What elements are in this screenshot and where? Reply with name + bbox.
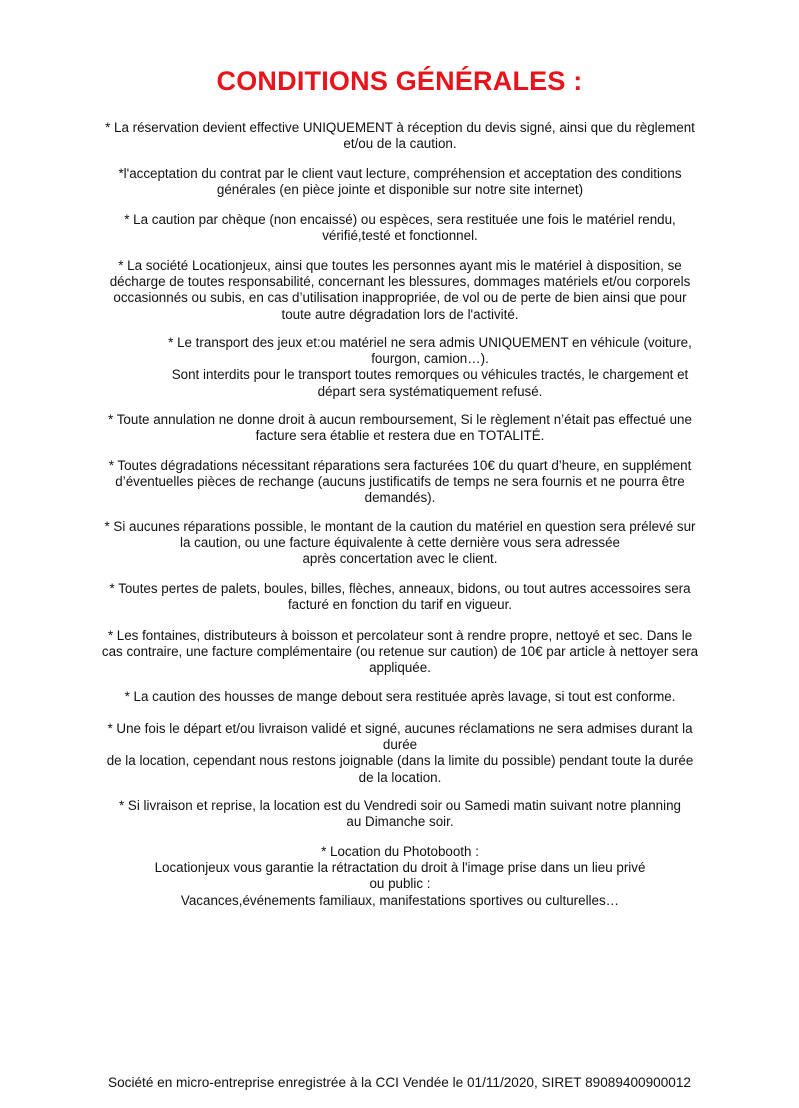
- text-line: * Toute annulation ne donne droit à aucun remboursement, Si le règlement n’était pas effectué une: [108, 412, 692, 427]
- text-line: durée: [382, 737, 418, 753]
- footer-company-info: Société en micro-entreprise enregistrée à la CCI Vendée le 01/11/2020, SIRET 89089400900012: [108, 1075, 691, 1090]
- paragraph-pertes: [100, 581, 700, 613]
- paragraph-livraison: [100, 798, 700, 830]
- text-line: * La société Locationjeux, ainsi que toutes les personnes ayant mis le matériel à disposition, se: [118, 258, 682, 273]
- paragraph-acceptation: [100, 166, 700, 198]
- text-line: départ sera systématiquement refusé.: [317, 383, 543, 399]
- text-line: facture sera établie et restera due en TOTALITÉ.: [255, 428, 545, 444]
- text-line: après concertation avec le client.: [302, 551, 498, 567]
- paragraph-transport: [150, 335, 710, 400]
- paragraph-fontaines: [100, 628, 700, 677]
- text-line: demandés).: [364, 490, 436, 506]
- text-line: occasionnés ou subis, en cas d’utilisation inappropriée, de vol ou de perte de bien ainsi que pour: [113, 290, 687, 306]
- text-line: * Une fois le départ et/ou livraison validé et signé, aucunes réclamations ne sera admises durant la: [107, 721, 693, 736]
- text-line: * Toutes pertes de palets, boules, billes, flèches, anneaux, bidons, ou tout autres accessoires sera: [109, 581, 691, 596]
- text-line: * La caution par chèque (non encaissé) ou espèces, sera restituée une fois le matériel rendu,: [124, 212, 676, 227]
- text-line: appliquée.: [369, 660, 431, 676]
- text-line: *l'acceptation du contrat par le client vaut lecture, compréhension et acceptation des conditions: [118, 166, 682, 181]
- paragraph-reservation: [100, 120, 700, 152]
- paragraph-responsabilite: [100, 258, 700, 323]
- paragraph-annulation: [100, 412, 700, 444]
- text-line: de la location, cependant nous restons joignable (dans la limite du possible) pendant toute la durée: [106, 753, 694, 769]
- text-line: * Le transport des jeux et:ou matériel ne sera admis UNIQUEMENT en véhicule (voiture,: [168, 335, 692, 350]
- paragraph-degradations: [100, 458, 700, 507]
- text-line: Sont interdits pour le transport toutes remorques ou véhicules tractés, le chargement et: [171, 367, 689, 383]
- paragraph-reparations: [100, 519, 700, 568]
- paragraph-housses: [100, 689, 700, 705]
- page-title: CONDITIONS GÉNÉRALES :: [216, 66, 583, 96]
- text-line: de la location.: [358, 769, 442, 785]
- text-line: au Dimanche soir.: [346, 814, 454, 830]
- paragraph-caution: [100, 212, 700, 244]
- text-line: * Les fontaines, distributeurs à boisson et percolateur sont à rendre propre, nettoyé et sec. Dans le: [107, 628, 693, 643]
- text-line: * Si aucunes réparations possible, le montant de la caution du matériel en question sera prélevé sur: [104, 519, 696, 534]
- text-line: Locationjeux vous garantie la rétractation du droit à l'image prise dans un lieu privé: [154, 860, 646, 876]
- text-line: * Location du Photobooth :: [321, 844, 479, 859]
- text-line: cas contraire, une facture complémentaire (ou retenue sur caution) de 10€ par article à nettoyer sera: [101, 644, 699, 660]
- text-line: fourgon, camion…).: [371, 351, 489, 367]
- text-line: facturé en fonction du tarif en vigueur.: [287, 597, 513, 613]
- text-line: la caution, ou une facture équivalente à cette dernière vous sera adressée: [180, 535, 620, 551]
- text-line: ou public :: [369, 876, 431, 892]
- text-line: Vacances,événements familiaux, manifestations sportives ou culturelles…: [180, 892, 620, 908]
- text-line: d’éventuelles pièces de rechange (aucuns justificatifs de temps ne sera fournis et ne pourra être: [115, 474, 685, 490]
- text-line: et/ou de la caution.: [343, 136, 457, 152]
- text-line: générales (en pièce jointe et disponible sur notre site internet): [216, 182, 584, 198]
- text-line: décharge de toutes responsabilité, concernant les blessures, dommages matériels et/ou corporels: [109, 274, 691, 290]
- text-line: * Toutes dégradations nécessitant réparations sera facturées 10€ du quart d’heure, en supplément: [108, 458, 692, 473]
- paragraph-photobooth: [100, 844, 700, 909]
- paragraph-depart: [100, 721, 700, 786]
- text-line: * Si livraison et reprise, la location est du Vendredi soir ou Samedi matin suivant notre planning: [119, 798, 681, 813]
- text-line: vérifié,testé et fonctionnel.: [322, 228, 478, 244]
- text-line: toute autre dégradation lors de l'activité.: [281, 306, 519, 322]
- text-line: * La caution des housses de mange debout sera restituée après lavage, si tout est conforme.: [124, 689, 676, 704]
- text-line: * La réservation devient effective UNIQUEMENT à réception du devis signé, ainsi que du règlement: [105, 120, 695, 135]
